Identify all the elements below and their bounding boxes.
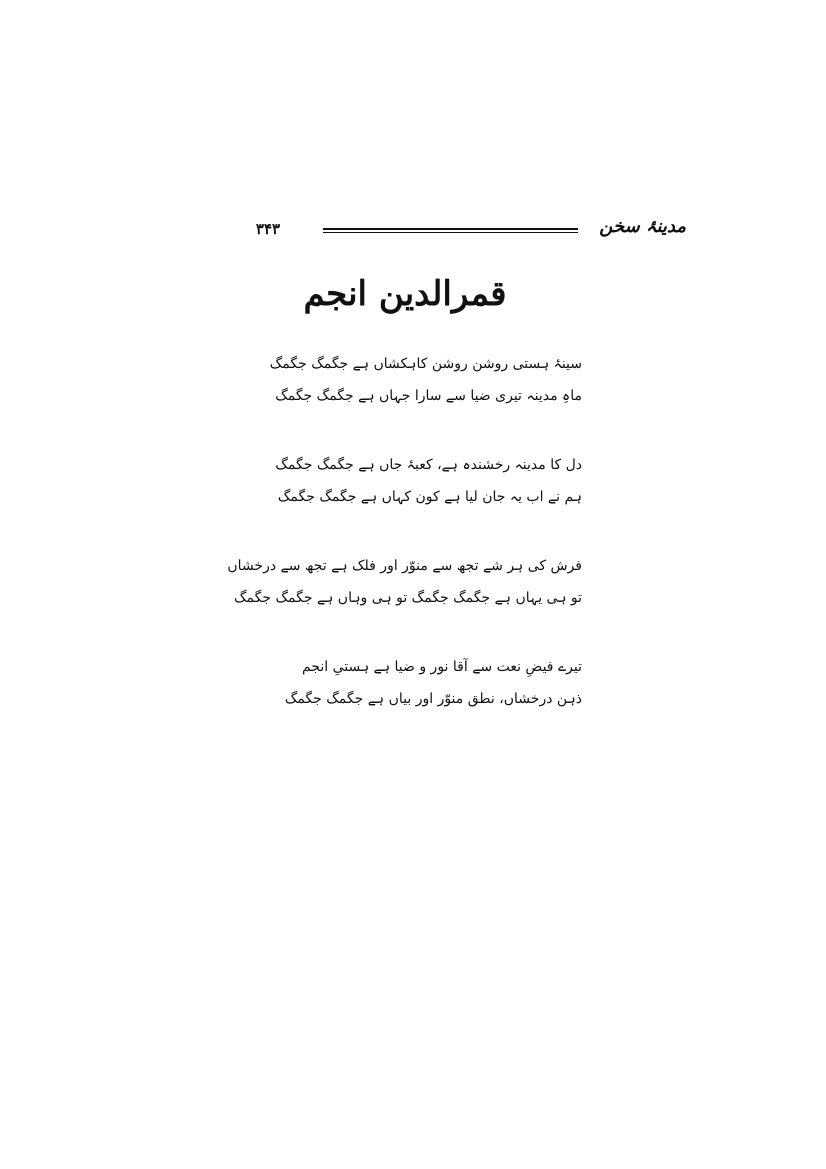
verse-line: سینۂ ہستی روشن روشن کاہکشاں ہے جگمگ جگمگ: [269, 356, 582, 372]
header-divider-thin-line: [323, 232, 578, 233]
stanza-3: [227, 550, 582, 614]
stanza-4: [284, 651, 582, 715]
header-divider-thick-line: [323, 228, 578, 230]
book-title: مدینۂ سخن: [599, 216, 686, 237]
verse-line: ماہِ مدینہ تیری ضیا سے سارا جہاں ہے جگمگ جگمگ: [275, 388, 582, 404]
verse-line: تیرے فیضِ نعت سے آقا نور و ضیا ہے ہستیِ انجم: [302, 659, 582, 675]
verse-line: ذہن درخشاں، نطق منوّر اور بیاں ہے جگمگ جگمگ: [284, 691, 582, 707]
verse-line: تو ہی یہاں ہے جگمگ جگمگ تو ہی وہاں ہے جگمگ جگمگ: [234, 590, 582, 606]
poem: [227, 348, 582, 752]
stanza-2: [275, 449, 582, 513]
verse-line: ہم نے اب یہ جان لیا ہے کون کہاں ہے جگمگ جگمگ: [277, 489, 582, 505]
header-divider: [323, 228, 578, 234]
verse-line: دل کا مدینہ رخشندہ ہے، کعبۂ جاں ہے جگمگ جگمگ: [275, 457, 582, 473]
page-number: ۳۴۳: [255, 220, 281, 238]
poet-name: قمرالدین انجم: [303, 274, 507, 314]
verse-line: فرش کی ہر شے تجھ سے منوّر اور فلک ہے تجھ سے درخشاں: [227, 558, 582, 574]
stanza-1: [269, 348, 582, 412]
